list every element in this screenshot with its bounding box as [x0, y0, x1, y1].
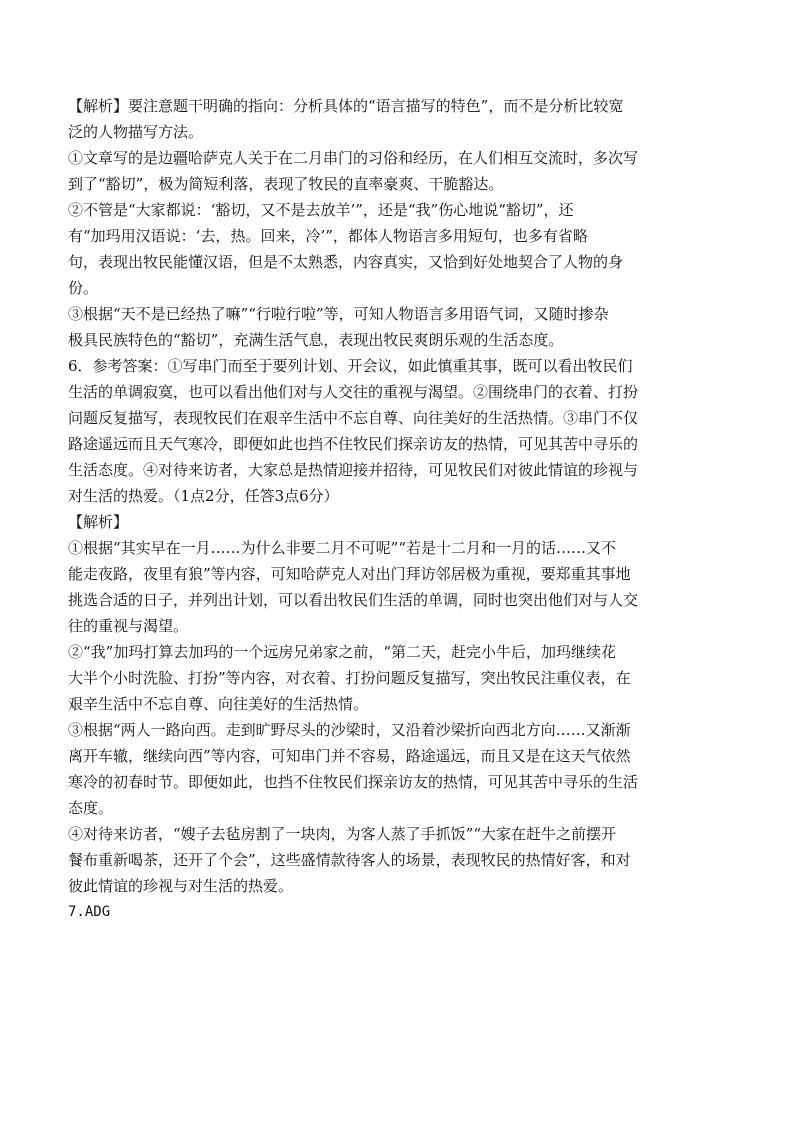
- text-line: 对生活的热爱。（1点2分，任答3点6分）: [68, 487, 339, 505]
- text-line: 【解析】要注意题干明确的指向：分析具体的“语言描写的特色”，而不是分析比较宽: [68, 97, 624, 115]
- answer-analysis-page: [68, 93, 733, 925]
- text-line: ③根据“天不是已经热了嘛”“行啦行啦”等，可知人物语言多用语气词，又随时掺杂: [68, 305, 609, 323]
- text-line: 离开车辙，继续向西”等内容，可知串门并不容易，路途遥远，而且又是在这天气依然: [68, 747, 631, 765]
- text-line: 路途遥远而且天气寒冷，即便如此也挡不住牧民们探亲访友的热情，可见其苦中寻乐的: [68, 435, 639, 453]
- text-line: 【解析】: [68, 513, 129, 531]
- text-line: 餐布重新喝茶，还开了个会”，这些盛情款待客人的场景，表现牧民的热情好客，和对: [68, 851, 631, 869]
- text-line: 往的重视与渴望。: [68, 617, 189, 635]
- text-line: 能走夜路，夜里有狼”等内容，可知哈萨克人对出门拜访邻居极为重视，要郑重其事地: [68, 565, 631, 583]
- text-line: ②不管是“大家都说：‘豁切，又不是去放羊’”，还是“我”伤心地说“豁切”，还: [68, 201, 574, 219]
- text-line: 艰辛生活中不忘自尊、向往美好的生活热情。: [68, 695, 369, 713]
- text-line: 有“加玛用汉语说：‘去，热。回来，冷’”，都体人物语言多用短句，也多有省略: [68, 227, 588, 245]
- text-line: ①根据“其实早在一月……为什么非要二月不可呢”“若是十二月和一月的话……又不: [68, 539, 617, 557]
- text-line: 寒冷的初春时节。即便如此，也挡不住牧民们探亲访友的热情，可见其苦中寻乐的生活: [68, 773, 639, 791]
- text-line: ①文章写的是边疆哈萨克人关于在二月串门的习俗和经历，在人们相互交流时，多次写: [68, 149, 639, 167]
- text-line: 问题反复描写，表现牧民们在艰辛生活中不忘自尊、向往美好的生活热情。③串门不仅: [68, 409, 639, 427]
- answer-line: 7.ADG: [68, 904, 111, 920]
- text-line: 大半个小时洗脸、打扮”等内容，对衣着、打扮问题反复描写，突出牧民注重仪表，在: [68, 669, 631, 687]
- text-line: 生活态度。④对待来访者，大家总是热情迎接并招待，可见牧民们对彼此情谊的珍视与: [68, 461, 639, 479]
- text-line: 态度。: [68, 799, 114, 817]
- text-line: 极具民族特色的“豁切”，充满生活气息，表现出牧民爽朗乐观的生活态度。: [68, 331, 564, 349]
- text-line: 生活的单调寂寞，也可以看出他们对与人交往的重视与渴望。②围绕串门的衣着、打扮: [68, 383, 639, 401]
- text-line: ②“我”加玛打算去加玛的一个远房兄弟家之前，“第二天，赶完小牛后，加玛继续花: [68, 643, 617, 661]
- text-line: 泛的人物描写方法。: [68, 123, 204, 141]
- text-line: 挑选合适的日子，并列出计划，可以看出牧民们生活的单调，同时也突出他们对与人交: [68, 591, 639, 609]
- text-line: 彼此情谊的珍视与对生活的热爱。: [68, 877, 294, 895]
- text-line: ④对待来访者，“嫂子去毡房割了一块肉，为客人蒸了手抓饭”“大家在赶牛之前摆开: [68, 825, 617, 843]
- text-line: 6．参考答案：①写串门而至于要列计划、开会议，如此慎重其事，既可以看出牧民们: [68, 357, 633, 375]
- text-line: 份。: [68, 279, 99, 297]
- text-line: 到了“豁切”，极为简短利落，表现了牧民的直率豪爽、干脆豁达。: [68, 175, 504, 193]
- text-line: 句，表现出牧民能懂汉语，但是不太熟悉，内容真实，又恰到好处地契合了人物的身: [68, 253, 624, 271]
- text-line: ③根据“两人一路向西。走到旷野尽头的沙梁时，又沿着沙梁折向西北方向……又渐渐: [68, 721, 631, 739]
